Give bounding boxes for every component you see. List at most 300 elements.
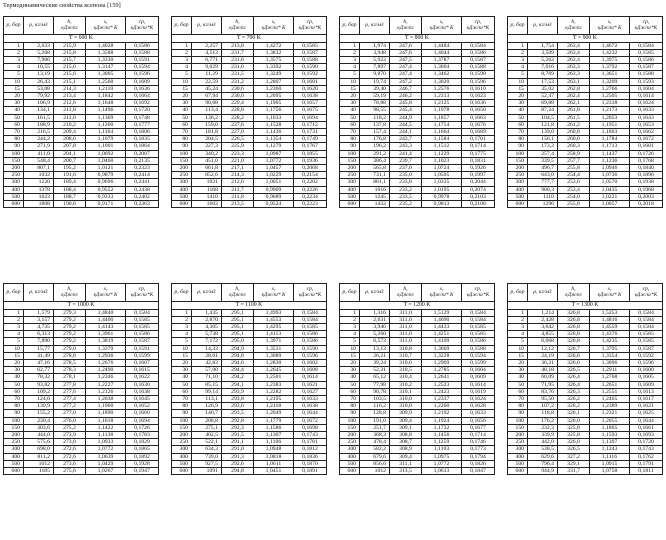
entropy-cell: 1,3588 — [86, 49, 126, 56]
pressure-cell: 50 — [172, 114, 192, 121]
pressure-cell: 50 — [172, 381, 192, 388]
density-cell: 1185 — [24, 468, 54, 475]
enthalpy-cell: 223,3 — [222, 150, 254, 157]
density-cell: 2,633 — [24, 42, 54, 49]
table-row — [4, 150, 159, 157]
density-cell: 3,946 — [360, 324, 390, 331]
pressure-cell: 10 — [340, 345, 360, 352]
table-row — [508, 396, 663, 403]
entropy-cell: 1,0457 — [254, 165, 294, 172]
table-row — [340, 439, 495, 446]
entropy-cell: 1,1456 — [422, 432, 462, 439]
entropy-cell: 1,4433 — [422, 324, 462, 331]
entropy-cell: 1,2389 — [590, 403, 630, 410]
entropy-cell: 1,1754 — [422, 121, 462, 128]
heat-capacity-cell: 0,2154 — [294, 172, 327, 179]
table-row — [172, 143, 327, 150]
heat-capacity-header-symbol: cp, — [138, 285, 146, 292]
pressure-cell: 300 — [340, 446, 360, 453]
enthalpy-header-symbol: h, — [403, 18, 408, 25]
pressure-header — [340, 17, 360, 35]
pressure-cell: 30 — [508, 367, 528, 374]
pressure-cell: 2 — [172, 316, 192, 323]
enthalpy-cell: 278,5 — [54, 360, 86, 367]
entropy-cell: 1,1618 — [86, 417, 126, 424]
density-cell: 3,948 — [360, 49, 390, 56]
enthalpy-cell: 275,2 — [54, 424, 86, 431]
table-row — [508, 165, 663, 172]
pressure-cell: 5 — [340, 338, 360, 345]
entropy-header — [422, 17, 462, 35]
entropy-header — [86, 284, 126, 302]
pressure-cell: 150 — [508, 157, 528, 164]
enthalpy-header — [558, 17, 590, 35]
heat-capacity-cell: 0,1746 — [462, 439, 495, 446]
temperature-label: T = 900 K — [508, 35, 663, 43]
pressure-cell: 40 — [172, 107, 192, 114]
density-cell: 48,18 — [528, 367, 558, 374]
enthalpy-cell: 214,3 — [222, 172, 254, 179]
enthalpy-cell: 215,6 — [54, 64, 86, 71]
heat-capacity-header-unit: кДж/кг*К — [466, 24, 490, 31]
table-row — [508, 446, 663, 453]
table-row — [340, 136, 495, 143]
table-row — [508, 85, 663, 92]
entropy-cell: 1,3832 — [254, 49, 294, 56]
heat-capacity-cell: 0,1689 — [462, 129, 495, 136]
pressure-cell: 400 — [340, 186, 360, 193]
density-header — [528, 284, 558, 302]
entropy-cell: 1,1648 — [86, 100, 126, 107]
heat-capacity-cell: 0,1586 — [294, 338, 327, 345]
pressure-cell: 4 — [4, 64, 24, 71]
density-cell: 548,4 — [24, 157, 54, 164]
pressure-cell: 250 — [4, 172, 24, 179]
entropy-cell: 1,2192 — [422, 410, 462, 417]
pressure-cell: 80 — [172, 403, 192, 410]
pressure-cell: 1 — [508, 42, 528, 49]
entropy-cell: 1,2501 — [254, 374, 294, 381]
entropy-cell: 0,9524 — [254, 201, 294, 208]
entropy-cell: 1,2313 — [422, 93, 462, 100]
density-cell: 6,573 — [360, 338, 390, 345]
density-cell: 14,33 — [192, 345, 222, 352]
heat-capacity-cell: 0,1656 — [462, 417, 495, 424]
density-cell: 52,47 — [528, 93, 558, 100]
pressure-cell: 15 — [4, 85, 24, 92]
table-row — [172, 49, 327, 56]
enthalpy-cell: 217,1 — [222, 165, 254, 172]
entropy-cell: 1,3961 — [86, 331, 126, 338]
enthalpy-header-symbol: h, — [403, 285, 408, 292]
pressure-cell: 2 — [340, 316, 360, 323]
heat-capacity-cell: 0,1604 — [462, 367, 495, 374]
pressure-cell: 4 — [4, 331, 24, 338]
header-row — [4, 17, 159, 35]
enthalpy-cell: 226,5 — [222, 136, 254, 143]
temperature-label: T = 1100 K — [172, 302, 327, 310]
enthalpy-cell: 215,9 — [54, 42, 86, 49]
heat-capacity-cell: 0,1619 — [462, 388, 495, 395]
heat-capacity-header-symbol: cp, — [306, 18, 314, 25]
enthalpy-cell: 293,5 — [222, 410, 254, 417]
pressure-cell: 2 — [4, 49, 24, 56]
table-row — [340, 49, 495, 56]
density-cell: 5,268 — [24, 49, 54, 56]
entropy-cell: 1,0948 — [254, 446, 294, 453]
pressure-cell: 3 — [508, 324, 528, 331]
heat-capacity-cell: 0,1896 — [630, 172, 663, 179]
density-cell: 275,1 — [192, 424, 222, 431]
pressure-header-symbol: p, бар — [174, 288, 189, 295]
table-row — [4, 64, 159, 71]
entropy-cell: 1,4816 — [590, 316, 630, 323]
density-cell: 1012 — [360, 468, 390, 475]
temperature-row — [508, 35, 663, 43]
enthalpy-cell: 231,6 — [222, 57, 254, 64]
enthalpy-cell: 279,2 — [54, 324, 86, 331]
entropy-cell: 1,0946 — [590, 165, 630, 172]
entropy-cell: 1,1732 — [422, 424, 462, 431]
enthalpy-cell: 313,5 — [390, 468, 422, 475]
density-cell: 731,1 — [360, 172, 390, 179]
enthalpy-header-symbol: h, — [67, 18, 72, 25]
table-row — [508, 388, 663, 395]
heat-capacity-cell: 0,1636 — [462, 100, 495, 107]
enthalpy-cell: 310,8 — [390, 345, 422, 352]
enthalpy-cell: 294,1 — [222, 381, 254, 388]
table-row — [340, 367, 495, 374]
density-cell: 3,157 — [24, 316, 54, 323]
pressure-cell: 2 — [340, 49, 360, 56]
density-cell: 291,2 — [360, 150, 390, 157]
entropy-cell: 1,1978 — [422, 107, 462, 114]
heat-capacity-cell: 0,1610 — [462, 85, 495, 92]
pressure-header — [172, 17, 192, 35]
density-cell: 339,5 — [528, 157, 558, 164]
heat-capacity-cell: 0,1586 — [630, 57, 663, 64]
enthalpy-cell: 291,1 — [222, 439, 254, 446]
table-row — [4, 374, 159, 381]
heat-capacity-cell: 0,1726 — [630, 150, 663, 157]
density-cell: 78,32 — [24, 374, 54, 381]
entropy-cell: 1,2766 — [590, 85, 630, 92]
heat-capacity-cell: 0,1586 — [126, 331, 159, 338]
enthalpy-cell: 272,6 — [54, 453, 86, 460]
enthalpy-cell: 263,3 — [558, 71, 590, 78]
heat-capacity-cell: 0,1600 — [630, 367, 663, 374]
pressure-cell: 200 — [508, 165, 528, 172]
heat-capacity-cell: 0,1694 — [126, 417, 159, 424]
table-row — [172, 179, 327, 186]
heat-capacity-cell: 0,1638 — [294, 403, 327, 410]
density-cell: 139,0 — [528, 129, 558, 136]
entropy-cell: 1,3819 — [86, 338, 126, 345]
pressure-cell: 150 — [508, 424, 528, 431]
heat-capacity-cell: 0,2323 — [126, 165, 159, 172]
enthalpy-cell: 293,8 — [222, 396, 254, 403]
pressure-cell: 20 — [4, 360, 24, 367]
density-cell: 59,19 — [360, 93, 390, 100]
density-cell: 679,6 — [360, 453, 390, 460]
pressure-cell: 30 — [340, 100, 360, 107]
enthalpy-cell: 326,1 — [558, 410, 590, 417]
enthalpy-header-symbol: h, — [571, 18, 576, 25]
table-row — [172, 93, 327, 100]
enthalpy-cell: 294,8 — [222, 468, 254, 475]
table-row — [340, 331, 495, 338]
density-cell: 4,855 — [528, 331, 558, 338]
density-cell: 176,2 — [528, 417, 558, 424]
pressure-cell: 400 — [172, 453, 192, 460]
entropy-cell: 0,9333 — [86, 193, 126, 200]
heat-capacity-cell: 0,1602 — [294, 360, 327, 367]
table-row — [172, 338, 327, 345]
table-row — [172, 42, 327, 49]
entropy-cell: 1,4232 — [590, 49, 630, 56]
property-table — [507, 283, 663, 475]
density-cell: 634,3 — [192, 446, 222, 453]
enthalpy-cell: 326,6 — [558, 360, 590, 367]
entropy-header — [422, 284, 462, 302]
entropy-cell: 1,1512 — [422, 143, 462, 150]
table-row — [340, 157, 495, 164]
heat-capacity-cell: 0,1633 — [294, 396, 327, 403]
enthalpy-cell: 212,6 — [54, 100, 86, 107]
enthalpy-cell: 277,0 — [54, 410, 86, 417]
entropy-cell: 0,9813 — [422, 201, 462, 208]
pressure-cell: 70 — [508, 129, 528, 136]
enthalpy-cell: 235,2 — [390, 201, 422, 208]
density-cell: 106,9 — [24, 100, 54, 107]
entropy-cell: 1,1259 — [422, 439, 462, 446]
density-cell: 35,02 — [528, 85, 558, 92]
density-cell: 69,88 — [528, 100, 558, 107]
heat-capacity-cell: 0,1781 — [294, 439, 327, 446]
entropy-cell: 1,0460 — [86, 157, 126, 164]
pressure-cell: 5 — [172, 71, 192, 78]
density-cell: 1410 — [192, 193, 222, 200]
pressure-cell: 10 — [172, 78, 192, 85]
entropy-cell: 1,2360 — [254, 85, 294, 92]
entropy-cell: 1,0051 — [254, 179, 294, 186]
heat-capacity-cell: 0,1596 — [462, 78, 495, 85]
entropy-cell: 1,3096 — [590, 360, 630, 367]
heat-capacity-cell: 0,1701 — [462, 136, 495, 143]
enthalpy-cell: 311,0 — [390, 331, 422, 338]
entropy-cell: 1,1260 — [86, 121, 126, 128]
table-row — [172, 345, 327, 352]
heat-capacity-cell: 0,1731 — [294, 129, 327, 136]
heat-capacity-cell: 0,1587 — [294, 49, 327, 56]
entropy-cell: 1,0451 — [254, 468, 294, 475]
enthalpy-cell: 278,3 — [54, 367, 86, 374]
density-cell: 45,24 — [192, 85, 222, 92]
table-row — [4, 468, 159, 475]
temperature-label: T = 1000 K — [4, 302, 159, 310]
table-row — [172, 432, 327, 439]
pressure-cell: 1 — [4, 42, 24, 49]
temperature-row — [4, 35, 159, 43]
enthalpy-cell: 275,6 — [54, 468, 86, 475]
entropy-cell: 1,1307 — [254, 432, 294, 439]
pressure-header — [508, 284, 528, 302]
density-cell: 6,771 — [192, 57, 222, 64]
table-row — [4, 338, 159, 345]
heat-capacity-cell: 0,1794 — [462, 453, 495, 460]
entropy-header-unit: кДж/кг* К — [93, 24, 118, 31]
heat-capacity-header-symbol: cp, — [474, 285, 482, 292]
density-cell: 811,2 — [24, 453, 54, 460]
heat-capacity-cell: 0,1662 — [630, 129, 663, 136]
density-cell: 99,14 — [192, 388, 222, 395]
entropy-cell: 1,4028 — [86, 42, 126, 49]
enthalpy-cell: 308,7 — [390, 439, 422, 446]
heat-capacity-cell: 0,1627 — [294, 388, 327, 395]
entropy-header-symbol: s, — [607, 18, 612, 25]
enthalpy-cell: 310,2 — [390, 381, 422, 388]
table-row — [4, 172, 159, 179]
entropy-cell: 1,2490 — [86, 367, 126, 374]
pressure-cell: 80 — [4, 136, 24, 143]
table-row — [4, 345, 159, 352]
enthalpy-header-symbol: h, — [235, 285, 240, 292]
heat-capacity-cell: 0,1585 — [462, 324, 495, 331]
pressure-cell: 60 — [508, 388, 528, 395]
table-row — [508, 129, 663, 136]
enthalpy-cell: 244,9 — [390, 114, 422, 121]
density-header — [360, 17, 390, 35]
enthalpy-cell: 326,4 — [558, 381, 590, 388]
heat-capacity-header-symbol: cp, — [642, 285, 650, 292]
enthalpy-cell: 326,8 — [558, 331, 590, 338]
entropy-cell: 1,0611 — [254, 460, 294, 467]
heat-capacity-cell: 0,1775 — [462, 150, 495, 157]
entropy-cell: 1,2110 — [86, 85, 126, 92]
density-cell: 257,4 — [528, 150, 558, 157]
entropy-cell: 1,2321 — [590, 410, 630, 417]
pressure-cell: 70 — [508, 396, 528, 403]
density-cell: 13,13 — [360, 345, 390, 352]
enthalpy-cell: 255,8 — [558, 165, 590, 172]
enthalpy-cell: 294,6 — [222, 360, 254, 367]
heat-capacity-header-unit: кДж/кг*К — [298, 24, 322, 31]
enthalpy-cell: 310,0 — [390, 403, 422, 410]
heat-capacity-header — [630, 284, 663, 302]
table-row — [4, 42, 159, 49]
enthalpy-cell: 295,0 — [222, 338, 254, 345]
table-row — [4, 49, 159, 56]
table-row — [340, 114, 495, 121]
enthalpy-cell: 262,4 — [558, 93, 590, 100]
entropy-cell: 1,0987 — [254, 150, 294, 157]
pressure-cell: 4 — [340, 331, 360, 338]
entropy-cell: 1,4272 — [254, 42, 294, 49]
density-cell: 126,9 — [192, 403, 222, 410]
table-row — [508, 136, 663, 143]
pressure-cell: 600 — [172, 201, 192, 208]
entropy-cell: 1,3147 — [86, 64, 126, 71]
density-cell: 856,6 — [360, 460, 390, 467]
heat-capacity-cell: 0,1609 — [630, 381, 663, 388]
enthalpy-cell: 229,4 — [222, 100, 254, 107]
heat-capacity-cell: 0,1586 — [294, 331, 327, 338]
heat-capacity-cell: 0,1806 — [126, 129, 159, 136]
table-row — [172, 381, 327, 388]
entropy-cell: 1,2173 — [590, 107, 630, 114]
density-cell: 10,55 — [24, 64, 54, 71]
header-row — [4, 284, 159, 302]
pressure-cell: 500 — [508, 460, 528, 467]
pressure-cell: 400 — [508, 453, 528, 460]
pressure-cell: 200 — [172, 165, 192, 172]
heat-capacity-cell: 0,1585 — [630, 331, 663, 338]
entropy-cell: 1,0933 — [86, 439, 126, 446]
entropy-cell: 1,0975 — [422, 453, 462, 460]
entropy-cell: 1,1593 — [590, 432, 630, 439]
table-row — [4, 410, 159, 417]
enthalpy-cell: 231,6 — [222, 64, 254, 71]
entropy-cell: 1,2830 — [254, 360, 294, 367]
enthalpy-header-unit: кДж/кг — [229, 291, 246, 298]
entropy-cell: 1,3651 — [590, 71, 630, 78]
entropy-cell: 1,2346 — [86, 374, 126, 381]
enthalpy-cell: 331,7 — [558, 468, 590, 475]
enthalpy-header-unit: кДж/кг — [397, 291, 414, 298]
pressure-cell: 90 — [4, 143, 24, 150]
property-table — [171, 16, 327, 208]
density-cell: 881,1 — [360, 179, 390, 186]
pressure-cell: 100 — [4, 417, 24, 424]
table-row — [340, 468, 495, 475]
density-cell: 1,754 — [528, 42, 558, 49]
pressure-cell: 50 — [508, 114, 528, 121]
heat-capacity-cell: 0,1811 — [630, 468, 663, 475]
heat-capacity-cell: 0,1588 — [462, 64, 495, 71]
density-cell: 52,21 — [360, 367, 390, 374]
entropy-cell: 1,1436 — [254, 129, 294, 136]
heat-capacity-cell: 0,1614 — [630, 93, 663, 100]
pressure-cell: 5 — [508, 71, 528, 78]
enthalpy-cell: 311,0 — [390, 316, 422, 323]
density-cell: 1602 — [192, 201, 222, 208]
enthalpy-cell: 309,9 — [390, 410, 422, 417]
enthalpy-cell: 262,8 — [558, 85, 590, 92]
pressure-cell: 4 — [508, 64, 528, 71]
density-cell: 368,3 — [360, 432, 390, 439]
heat-capacity-cell: 0,1768 — [630, 157, 663, 164]
entropy-cell: 1,1890 — [86, 410, 126, 417]
density-cell: 244,2 — [24, 136, 54, 143]
entropy-cell: 1,3971 — [254, 338, 294, 345]
heat-capacity-cell: 0,1584 — [462, 316, 495, 323]
pressure-cell: 3 — [340, 57, 360, 64]
table-row — [340, 143, 495, 150]
entropy-cell: 1,3669 — [422, 345, 462, 352]
density-cell: 78,88 — [360, 100, 390, 107]
heat-capacity-cell: 0,1672 — [630, 136, 663, 143]
density-cell: 5,738 — [192, 331, 222, 338]
pressure-cell: 60 — [4, 121, 24, 128]
density-header-symbol: ρ, кг/м3 — [197, 288, 216, 295]
density-cell: 109,2 — [24, 388, 54, 395]
entropy-cell: 1,2911 — [590, 367, 630, 374]
heat-capacity-cell: 0,1676 — [462, 121, 495, 128]
pressure-cell: 50 — [508, 381, 528, 388]
table-row — [340, 424, 495, 431]
table-row — [4, 179, 159, 186]
entropy-cell: 1,0724 — [422, 165, 462, 172]
